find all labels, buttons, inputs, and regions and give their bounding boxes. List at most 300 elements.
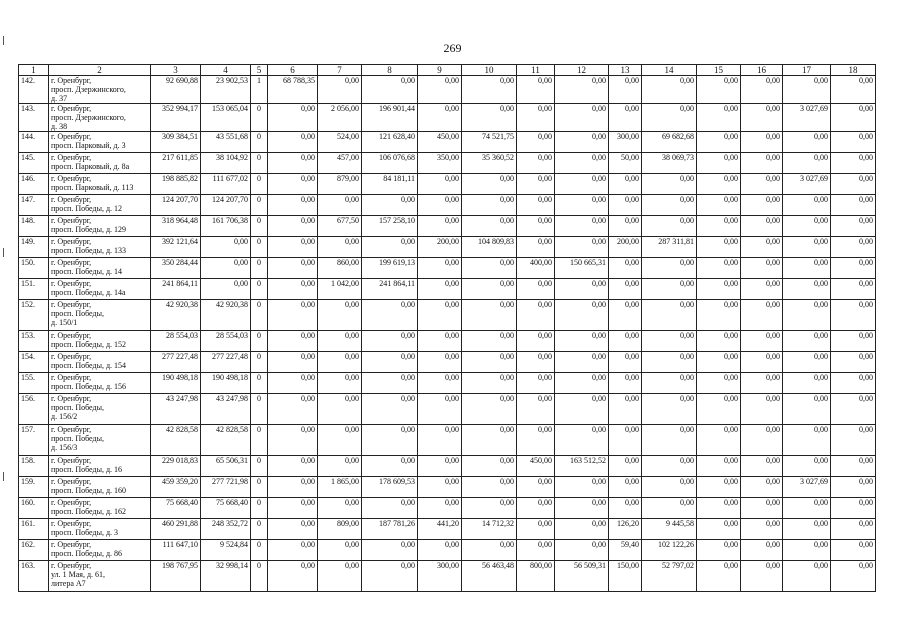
value-cell: 0,00 <box>609 300 642 331</box>
value-cell: 200,00 <box>609 237 642 258</box>
value-cell: 0,00 <box>517 540 555 561</box>
address-cell <box>49 237 151 258</box>
value-cell: 0,00 <box>268 279 318 300</box>
value-cell: 0,00 <box>268 331 318 352</box>
column-header: 7 <box>318 65 362 76</box>
value-cell: 0 <box>251 174 268 195</box>
value-cell: 0,00 <box>462 394 517 425</box>
value-cell: 0 <box>251 425 268 456</box>
value-cell: 3 027,69 <box>783 174 831 195</box>
address-cell <box>49 153 151 174</box>
table-row <box>19 132 876 153</box>
value-cell: 0,00 <box>517 216 555 237</box>
table-row <box>19 195 876 216</box>
value-cell: 0,00 <box>642 331 697 352</box>
value-cell: 0,00 <box>362 195 418 216</box>
value-cell: 153 065,04 <box>201 104 251 132</box>
address-line: д. 38 <box>51 122 68 131</box>
value-cell: 0,00 <box>517 195 555 216</box>
address-line: г. Оренбург, <box>51 237 92 246</box>
value-cell: 0,00 <box>831 237 876 258</box>
value-cell: 0,00 <box>268 300 318 331</box>
value-cell: 104 809,83 <box>462 237 517 258</box>
value-cell: 74 521,75 <box>462 132 517 153</box>
value-cell: 157 258,10 <box>362 216 418 237</box>
value-cell: 287 311,81 <box>642 237 697 258</box>
value-cell: 0,00 <box>418 174 462 195</box>
value-cell: 677,50 <box>318 216 362 237</box>
value-cell: 0,00 <box>418 477 462 498</box>
value-cell: 0,00 <box>642 394 697 425</box>
value-cell: 0,00 <box>831 216 876 237</box>
value-cell: 524,00 <box>318 132 362 153</box>
value-cell: 190 498,18 <box>151 373 201 394</box>
row-number: 161. <box>19 519 49 540</box>
value-cell: 43 551,68 <box>201 132 251 153</box>
value-cell: 9 445,58 <box>642 519 697 540</box>
value-cell: 0,00 <box>831 498 876 519</box>
value-cell: 0,00 <box>268 216 318 237</box>
row-number: 150. <box>19 258 49 279</box>
column-header: 10 <box>462 65 517 76</box>
address-cell <box>49 425 151 456</box>
value-cell: 0,00 <box>362 331 418 352</box>
value-cell: 0,00 <box>642 477 697 498</box>
value-cell: 1 <box>251 76 268 104</box>
value-cell: 879,00 <box>318 174 362 195</box>
value-cell: 0 <box>251 104 268 132</box>
value-cell: 0 <box>251 195 268 216</box>
table-row <box>19 279 876 300</box>
value-cell: 0,00 <box>418 104 462 132</box>
value-cell: 0 <box>251 540 268 561</box>
value-cell: 0,00 <box>741 132 783 153</box>
value-cell: 0,00 <box>517 104 555 132</box>
value-cell: 0,00 <box>609 76 642 104</box>
value-cell: 248 352,72 <box>201 519 251 540</box>
row-number: 145. <box>19 153 49 174</box>
value-cell: 178 609,53 <box>362 477 418 498</box>
value-cell: 0,00 <box>362 76 418 104</box>
value-cell: 277 721,98 <box>201 477 251 498</box>
value-cell: 0,00 <box>609 104 642 132</box>
value-cell: 200,00 <box>418 237 462 258</box>
address-line: просп. Победы, д. 162 <box>51 507 127 516</box>
address-line: просп. Победы, д. 154 <box>51 361 127 370</box>
value-cell: 0,00 <box>783 300 831 331</box>
address-line: г. Оренбург, <box>51 132 92 141</box>
address-line: г. Оренбург, <box>51 279 92 288</box>
value-cell: 42 920,38 <box>201 300 251 331</box>
address-line: г. Оренбург, <box>51 352 92 361</box>
value-cell: 0,00 <box>831 132 876 153</box>
row-number: 144. <box>19 132 49 153</box>
column-header: 18 <box>831 65 876 76</box>
value-cell: 0,00 <box>697 300 741 331</box>
value-cell: 0,00 <box>517 237 555 258</box>
address-line: д. 156/3 <box>51 443 78 452</box>
table-row <box>19 425 876 456</box>
value-cell: 0,00 <box>318 373 362 394</box>
value-cell: 0,00 <box>741 279 783 300</box>
value-cell: 68 788,35 <box>268 76 318 104</box>
value-cell: 0,00 <box>783 519 831 540</box>
address-line: д. 150/1 <box>51 318 78 327</box>
value-cell: 0,00 <box>783 132 831 153</box>
value-cell: 38 104,92 <box>201 153 251 174</box>
value-cell: 0,00 <box>741 352 783 373</box>
value-cell: 0,00 <box>418 258 462 279</box>
address-line: г. Оренбург, <box>51 76 92 85</box>
value-cell: 0,00 <box>697 258 741 279</box>
column-header: 11 <box>517 65 555 76</box>
value-cell: 0,00 <box>268 195 318 216</box>
table-row <box>19 519 876 540</box>
value-cell: 0,00 <box>517 153 555 174</box>
value-cell: 0 <box>251 216 268 237</box>
address-line: г. Оренбург, <box>51 153 92 162</box>
value-cell: 0,00 <box>517 279 555 300</box>
value-cell: 0,00 <box>697 174 741 195</box>
value-cell: 0,00 <box>517 132 555 153</box>
value-cell: 0,00 <box>517 174 555 195</box>
column-header: 13 <box>609 65 642 76</box>
value-cell: 0,00 <box>318 394 362 425</box>
value-cell: 0,00 <box>741 477 783 498</box>
row-number: 152. <box>19 300 49 331</box>
value-cell: 0,00 <box>462 331 517 352</box>
column-header: 17 <box>783 65 831 76</box>
column-header: 16 <box>741 65 783 76</box>
value-cell: 0,00 <box>517 394 555 425</box>
value-cell: 0,00 <box>318 300 362 331</box>
value-cell: 92 690,88 <box>151 76 201 104</box>
value-cell: 0,00 <box>462 195 517 216</box>
value-cell: 0,00 <box>783 425 831 456</box>
value-cell: 0,00 <box>555 279 609 300</box>
value-cell: 0,00 <box>741 104 783 132</box>
row-number: 146. <box>19 174 49 195</box>
value-cell: 0,00 <box>517 352 555 373</box>
table-row <box>19 300 876 331</box>
value-cell: 0,00 <box>318 352 362 373</box>
address-line: д. 37 <box>51 94 68 103</box>
value-cell: 277 227,48 <box>201 352 251 373</box>
value-cell: 0,00 <box>418 394 462 425</box>
address-line: просп. Победы, д. 16 <box>51 465 123 474</box>
value-cell: 0,00 <box>831 352 876 373</box>
address-line: г. Оренбург, <box>51 300 92 309</box>
margin-mark <box>3 248 4 257</box>
value-cell: 0,00 <box>418 195 462 216</box>
value-cell: 0,00 <box>555 394 609 425</box>
address-line: просп. Победы, д. 3 <box>51 528 119 537</box>
value-cell: 0,00 <box>609 195 642 216</box>
value-cell: 0 <box>251 352 268 373</box>
address-line: г. Оренбург, <box>51 540 92 549</box>
value-cell: 0,00 <box>462 373 517 394</box>
value-cell: 0,00 <box>831 195 876 216</box>
value-cell: 0,00 <box>555 104 609 132</box>
value-cell: 0 <box>251 279 268 300</box>
value-cell: 0 <box>251 300 268 331</box>
column-header: 3 <box>151 65 201 76</box>
value-cell: 0,00 <box>831 153 876 174</box>
value-cell: 0,00 <box>697 498 741 519</box>
address-line: просп. Победы, д. 160 <box>51 486 127 495</box>
value-cell: 111 677,02 <box>201 174 251 195</box>
value-cell: 0,00 <box>318 195 362 216</box>
value-cell: 809,00 <box>318 519 362 540</box>
value-cell: 0,00 <box>201 237 251 258</box>
value-cell: 0,00 <box>462 352 517 373</box>
value-cell: 52 797,02 <box>642 561 697 592</box>
address-cell <box>49 300 151 331</box>
value-cell: 0,00 <box>831 373 876 394</box>
value-cell: 0,00 <box>462 477 517 498</box>
table-row <box>19 352 876 373</box>
value-cell: 0,00 <box>268 519 318 540</box>
value-cell: 0,00 <box>462 216 517 237</box>
value-cell: 0,00 <box>741 519 783 540</box>
column-header: 14 <box>642 65 697 76</box>
value-cell: 9 524,84 <box>201 540 251 561</box>
address-cell <box>49 456 151 477</box>
value-cell: 450,00 <box>418 132 462 153</box>
value-cell: 0,00 <box>741 76 783 104</box>
address-cell <box>49 132 151 153</box>
value-cell: 42 920,38 <box>151 300 201 331</box>
address-line: литера А7 <box>51 579 86 588</box>
table-row <box>19 561 876 592</box>
address-line: просп. Парковый, д. 113 <box>51 183 134 192</box>
value-cell: 0,00 <box>783 373 831 394</box>
row-number: 153. <box>19 331 49 352</box>
address-line: г. Оренбург, <box>51 216 92 225</box>
table-row <box>19 331 876 352</box>
value-cell: 0,00 <box>555 237 609 258</box>
address-line: просп. Победы, д. 156 <box>51 382 127 391</box>
value-cell: 0,00 <box>783 216 831 237</box>
row-number: 162. <box>19 540 49 561</box>
value-cell: 0,00 <box>741 153 783 174</box>
value-cell: 241 864,11 <box>151 279 201 300</box>
value-cell: 0,00 <box>555 540 609 561</box>
value-cell: 0,00 <box>268 425 318 456</box>
value-cell: 309 384,51 <box>151 132 201 153</box>
value-cell: 0,00 <box>697 477 741 498</box>
value-cell: 0,00 <box>462 279 517 300</box>
value-cell: 0,00 <box>201 258 251 279</box>
value-cell: 1 865,00 <box>318 477 362 498</box>
value-cell: 0,00 <box>697 153 741 174</box>
value-cell: 0,00 <box>418 425 462 456</box>
value-cell: 0 <box>251 456 268 477</box>
address-line: просп. Победы, д. 86 <box>51 549 123 558</box>
value-cell: 0 <box>251 132 268 153</box>
value-cell: 0,00 <box>609 174 642 195</box>
value-cell: 0,00 <box>268 258 318 279</box>
value-cell: 23 902,53 <box>201 76 251 104</box>
address-line: г. Оренбург, <box>51 477 92 486</box>
value-cell: 0,00 <box>362 300 418 331</box>
value-cell: 0,00 <box>741 174 783 195</box>
value-cell: 0 <box>251 237 268 258</box>
value-cell: 102 122,26 <box>642 540 697 561</box>
value-cell: 352 994,17 <box>151 104 201 132</box>
value-cell: 65 506,31 <box>201 456 251 477</box>
value-cell: 0,00 <box>642 373 697 394</box>
row-number: 155. <box>19 373 49 394</box>
value-cell: 0,00 <box>609 498 642 519</box>
value-cell: 0,00 <box>697 456 741 477</box>
value-cell: 0,00 <box>517 519 555 540</box>
table-row <box>19 477 876 498</box>
value-cell: 318 964,48 <box>151 216 201 237</box>
value-cell: 0,00 <box>462 104 517 132</box>
value-cell: 0,00 <box>418 498 462 519</box>
value-cell: 0,00 <box>609 477 642 498</box>
address-line: г. Оренбург, <box>51 498 92 507</box>
address-cell <box>49 174 151 195</box>
value-cell: 0,00 <box>741 498 783 519</box>
value-cell: 0,00 <box>609 425 642 456</box>
value-cell: 0,00 <box>831 174 876 195</box>
value-cell: 0,00 <box>697 519 741 540</box>
value-cell: 0,00 <box>783 394 831 425</box>
value-cell: 0,00 <box>642 425 697 456</box>
value-cell: 0,00 <box>268 104 318 132</box>
row-number: 143. <box>19 104 49 132</box>
value-cell: 217 611,85 <box>151 153 201 174</box>
value-cell: 0,00 <box>555 498 609 519</box>
value-cell: 460 291,88 <box>151 519 201 540</box>
value-cell: 0,00 <box>642 279 697 300</box>
address-line: д. 156/2 <box>51 412 78 421</box>
value-cell: 0,00 <box>697 425 741 456</box>
address-line: г. Оренбург, <box>51 373 92 382</box>
value-cell: 0,00 <box>642 104 697 132</box>
value-cell: 0,00 <box>268 373 318 394</box>
value-cell: 0,00 <box>783 195 831 216</box>
value-cell: 0,00 <box>783 258 831 279</box>
value-cell: 0,00 <box>642 216 697 237</box>
value-cell: 0,00 <box>462 456 517 477</box>
value-cell: 0,00 <box>697 104 741 132</box>
address-cell <box>49 279 151 300</box>
address-line: г. Оренбург, <box>51 331 92 340</box>
column-header: 1 <box>19 65 49 76</box>
table-row <box>19 216 876 237</box>
address-cell <box>49 477 151 498</box>
row-number: 147. <box>19 195 49 216</box>
address-line: просп. Победы, д. 14 <box>51 267 123 276</box>
value-cell: 0,00 <box>555 216 609 237</box>
column-header: 6 <box>268 65 318 76</box>
value-cell: 0,00 <box>831 561 876 592</box>
row-number: 158. <box>19 456 49 477</box>
value-cell: 0,00 <box>783 153 831 174</box>
value-cell: 56 463,48 <box>462 561 517 592</box>
value-cell: 75 668,40 <box>201 498 251 519</box>
value-cell: 0,00 <box>831 104 876 132</box>
value-cell: 0,00 <box>697 216 741 237</box>
value-cell: 0,00 <box>418 300 462 331</box>
value-cell: 0,00 <box>697 540 741 561</box>
value-cell: 0,00 <box>741 425 783 456</box>
address-line: г. Оренбург, <box>51 561 92 570</box>
value-cell: 0,00 <box>783 279 831 300</box>
value-cell: 0,00 <box>609 352 642 373</box>
row-number: 159. <box>19 477 49 498</box>
address-line: г. Оренбург, <box>51 174 92 183</box>
value-cell: 150 665,31 <box>555 258 609 279</box>
value-cell: 0,00 <box>697 195 741 216</box>
value-cell: 0,00 <box>642 498 697 519</box>
value-cell: 0,00 <box>517 331 555 352</box>
column-header: 12 <box>555 65 609 76</box>
value-cell: 0,00 <box>831 331 876 352</box>
address-cell <box>49 561 151 592</box>
value-cell: 14 712,32 <box>462 519 517 540</box>
value-cell: 0,00 <box>462 425 517 456</box>
column-header: 2 <box>49 65 151 76</box>
value-cell: 0,00 <box>555 195 609 216</box>
value-cell: 198 885,82 <box>151 174 201 195</box>
value-cell: 0,00 <box>418 352 462 373</box>
value-cell: 3 027,69 <box>783 104 831 132</box>
value-cell: 0,00 <box>555 373 609 394</box>
value-cell: 0,00 <box>642 456 697 477</box>
address-line: просп. Дзержинского, <box>51 85 126 94</box>
column-header: 8 <box>362 65 418 76</box>
value-cell: 0,00 <box>831 300 876 331</box>
value-cell: 0 <box>251 561 268 592</box>
value-cell: 0,00 <box>555 331 609 352</box>
address-line: просп. Победы, д. 14а <box>51 288 126 297</box>
column-header: 4 <box>201 65 251 76</box>
value-cell: 0,00 <box>418 216 462 237</box>
value-cell: 0,00 <box>362 540 418 561</box>
value-cell: 0,00 <box>831 519 876 540</box>
value-cell: 1 042,00 <box>318 279 362 300</box>
value-cell: 0,00 <box>831 76 876 104</box>
table-row <box>19 153 876 174</box>
address-cell <box>49 331 151 352</box>
table-row <box>19 76 876 104</box>
value-cell: 450,00 <box>517 456 555 477</box>
value-cell: 0,00 <box>318 561 362 592</box>
value-cell: 0,00 <box>462 258 517 279</box>
value-cell: 111 647,10 <box>151 540 201 561</box>
value-cell: 0,00 <box>783 561 831 592</box>
address-cell <box>49 104 151 132</box>
value-cell: 400,00 <box>517 258 555 279</box>
value-cell: 0,00 <box>318 540 362 561</box>
table-row <box>19 174 876 195</box>
value-cell: 0,00 <box>697 352 741 373</box>
value-cell: 0,00 <box>831 279 876 300</box>
value-cell: 0,00 <box>555 425 609 456</box>
value-cell: 0,00 <box>697 561 741 592</box>
address-cell <box>49 216 151 237</box>
value-cell: 0,00 <box>418 279 462 300</box>
row-number: 163. <box>19 561 49 592</box>
value-cell: 0,00 <box>642 258 697 279</box>
value-cell: 163 512,52 <box>555 456 609 477</box>
column-header: 5 <box>251 65 268 76</box>
value-cell: 0,00 <box>418 76 462 104</box>
